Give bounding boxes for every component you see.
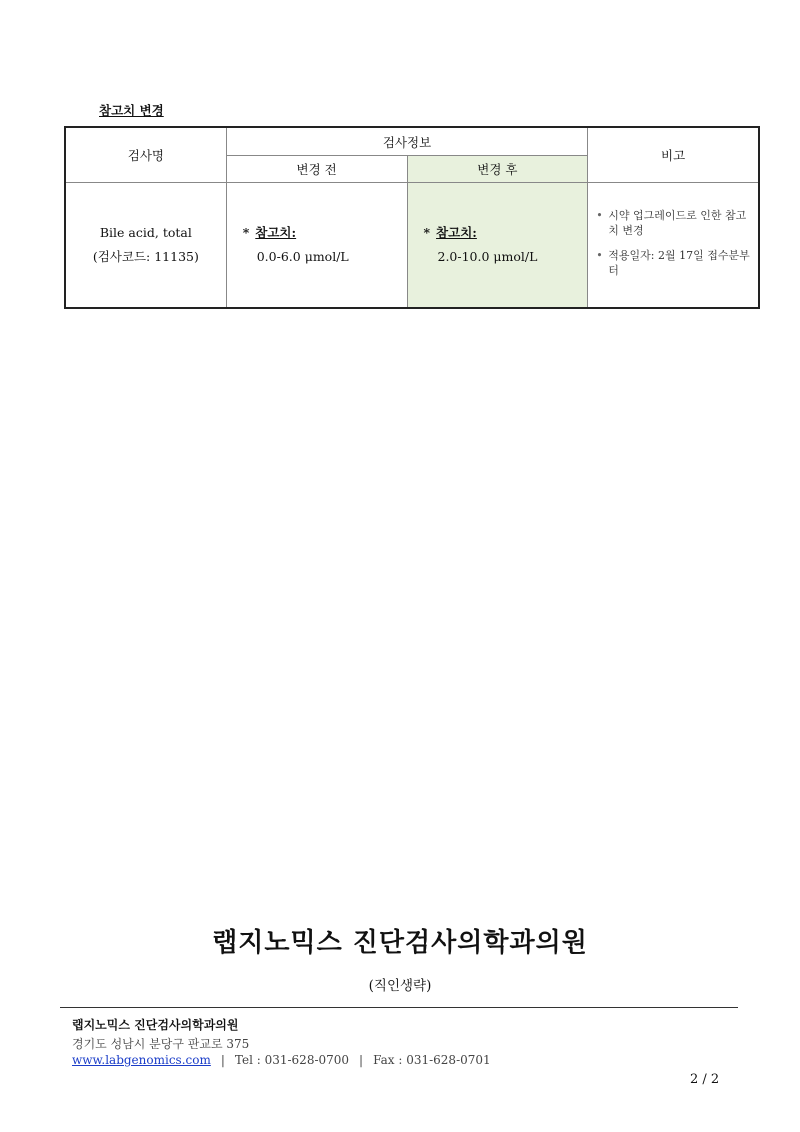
reference-change-table (64, 126, 760, 309)
organization-title: 랩지노믹스 진단검사의학과의원 (212, 928, 588, 958)
note-item (596, 208, 750, 238)
page-number: 2 / 2 (690, 1072, 720, 1087)
test-name-cell (65, 183, 226, 309)
test-code: (검사코드: 11135) (92, 249, 199, 264)
bullet-icon: * (242, 225, 250, 240)
footer-fax: Fax : 031-628-0701 (373, 1053, 491, 1067)
footer-contact (72, 1053, 491, 1067)
bullet-dot-icon: • (596, 209, 603, 222)
after-cell (407, 183, 588, 309)
footer-divider (60, 1007, 738, 1008)
seal-omitted-note: (직인생략) (368, 978, 432, 994)
note-text-date: 적용일자: 2월 17일 접수분부터 (608, 249, 750, 277)
separator: | (359, 1053, 364, 1067)
test-name: Bile acid, total (99, 225, 192, 240)
website-link[interactable]: www.labgenomics.com (72, 1053, 211, 1067)
table-row (65, 183, 759, 309)
header-test-info: 검사정보 (226, 127, 588, 156)
after-ref-value: 2.0-10.0 μmol/L (437, 249, 538, 264)
header-note: 비고 (588, 127, 759, 183)
note-item (596, 248, 750, 278)
before-ref-value: 0.0-6.0 μmol/L (256, 249, 349, 264)
footer-tel: Tel : 031-628-0700 (234, 1053, 350, 1067)
header-before: 변경 전 (226, 156, 407, 183)
after-ref-label: 참고치: (436, 225, 477, 240)
separator: | (220, 1053, 225, 1067)
header-test-name: 검사명 (65, 127, 226, 183)
before-cell (226, 183, 407, 309)
section-title: 참고치 변경 (99, 103, 164, 118)
note-cell (588, 183, 759, 309)
footer-organization: 랩지노믹스 진단검사의학과의원 (72, 1018, 239, 1032)
note-text-reason: 시약 업그레이드로 인한 참고치 변경 (608, 209, 747, 237)
before-ref-label: 참고치: (255, 225, 297, 240)
table-header-row (65, 127, 759, 156)
footer-address: 경기도 성남시 분당구 판교로 375 (72, 1037, 250, 1051)
bullet-dot-icon: • (596, 249, 603, 262)
bullet-icon: * (423, 225, 431, 240)
header-after: 변경 후 (407, 156, 588, 183)
